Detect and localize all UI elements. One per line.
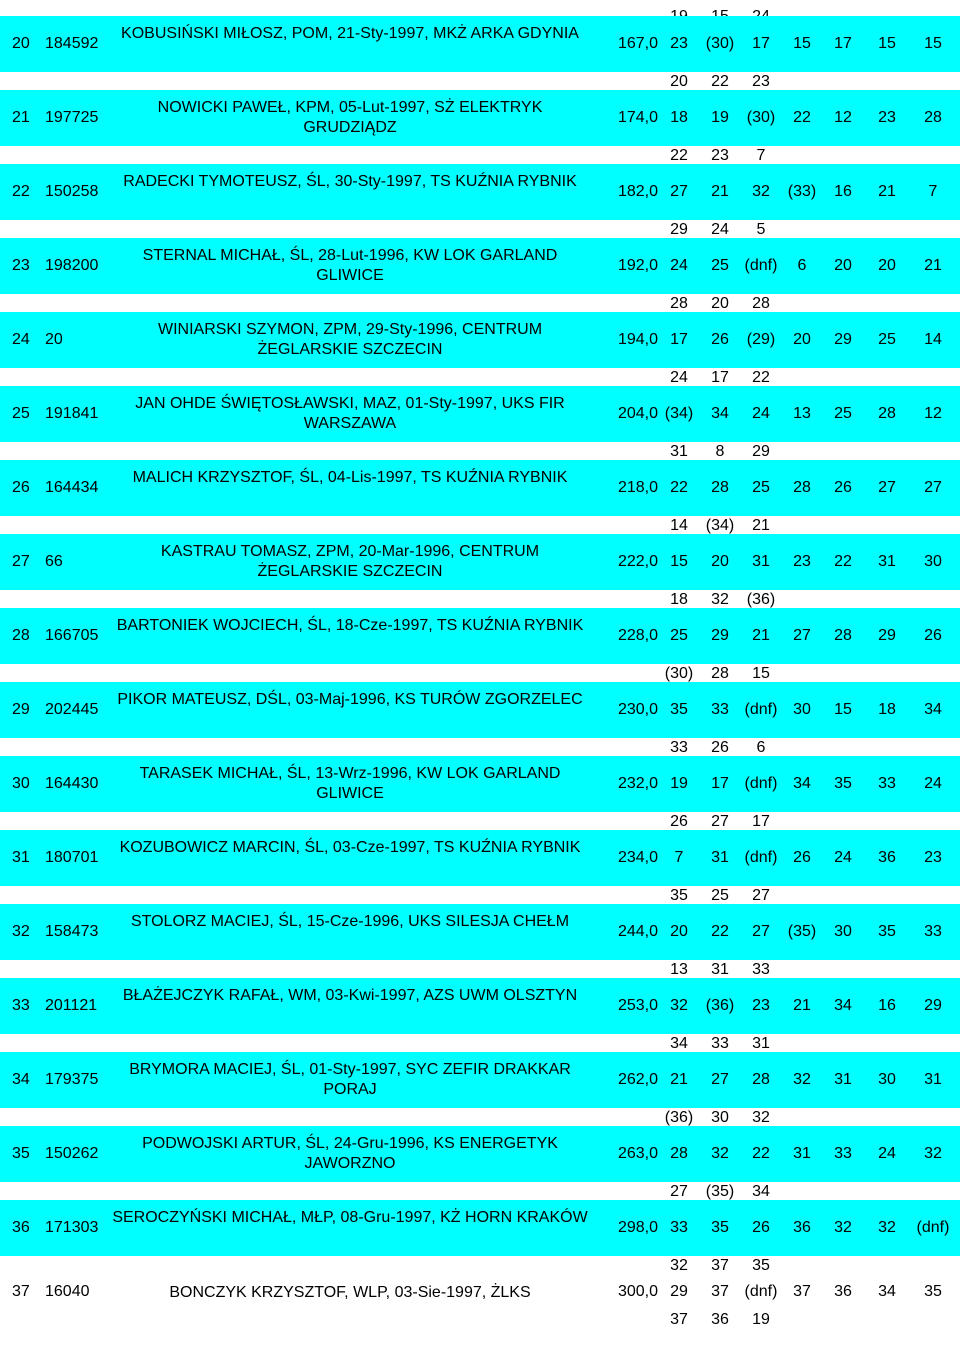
race-score: (30) — [746, 109, 776, 126]
total-points: 300,0 — [617, 1283, 658, 1300]
race-score: 28 — [711, 479, 729, 496]
race-score-extra: 23 — [752, 73, 770, 90]
race-score: 24 — [878, 1145, 896, 1162]
race-score: 31 — [878, 553, 896, 570]
race-score-extra: (30) — [664, 665, 694, 682]
race-score-extra: 26 — [670, 813, 688, 830]
race-score-extra: 25 — [711, 887, 729, 904]
race-score-extra: 37 — [711, 1257, 729, 1274]
race-score-extra: 32 — [752, 1109, 770, 1126]
race-score: 15 — [670, 553, 688, 570]
race-score: 29 — [834, 331, 852, 348]
race-score: 34 — [793, 775, 811, 792]
race-score-extra: 33 — [711, 1035, 729, 1052]
race-score: 32 — [793, 1071, 811, 1088]
race-score: 32 — [878, 1219, 896, 1236]
race-score-extra: 27 — [752, 887, 770, 904]
race-score: 34 — [711, 405, 729, 422]
license-number: 202445 — [45, 701, 99, 718]
race-score: 22 — [793, 109, 811, 126]
race-score-extra: 8 — [715, 443, 725, 460]
race-score: 20 — [670, 923, 688, 940]
license-number: 150258 — [45, 183, 99, 200]
race-score: 35 — [711, 1219, 729, 1236]
race-score: 33 — [670, 1219, 688, 1236]
race-score: 20 — [711, 553, 729, 570]
race-score: 29 — [878, 627, 896, 644]
license-number: 197725 — [45, 109, 99, 126]
race-score: 29 — [924, 997, 942, 1014]
race-score: 14 — [924, 331, 942, 348]
race-score: 16 — [834, 183, 852, 200]
race-score: 28 — [670, 1145, 688, 1162]
competitor-name: BRYMORA MACIEJ, ŚL, 01-Sty-1997, SYC ZEFIR DRAKKAR PORAJ — [129, 1061, 571, 1098]
race-score: 34 — [878, 1283, 896, 1300]
license-number: 16040 — [45, 1283, 90, 1300]
race-score-extra: (36) — [746, 591, 776, 608]
race-score: 21 — [878, 183, 896, 200]
race-score-extra: 6 — [756, 739, 766, 756]
race-score: 23 — [670, 35, 688, 52]
race-score: (dnf) — [744, 849, 778, 866]
race-score: 26 — [711, 331, 729, 348]
race-score: 21 — [752, 627, 770, 644]
race-score: 33 — [711, 701, 729, 718]
total-points: 228,0 — [617, 627, 658, 644]
race-score-extra: 14 — [670, 517, 688, 534]
race-score-extra: 20 — [711, 295, 729, 312]
place-number: 25 — [12, 405, 30, 422]
race-score: 28 — [878, 405, 896, 422]
race-score: 27 — [670, 183, 688, 200]
competitor-name: BARTONIEK WOJCIECH, ŚL, 18-Cze-1997, TS KUŹNIA RYBNIK — [116, 617, 584, 634]
competitor-name: KOBUSIŃSKI MIŁOSZ, POM, 21-Sty-1997, MKŻ ARKA GDYNIA — [121, 25, 579, 42]
place-number: 34 — [12, 1071, 30, 1088]
race-score: 26 — [834, 479, 852, 496]
place-number: 35 — [12, 1145, 30, 1162]
total-points: 192,0 — [617, 257, 658, 274]
total-points: 222,0 — [617, 553, 658, 570]
race-score-extra: 32 — [670, 1257, 688, 1274]
race-score-extra: 33 — [670, 739, 688, 756]
competitor-name: NOWICKI PAWEŁ, KPM, 05-Lut-1997, SŻ ELEKTRYK GRUDZIĄDZ — [157, 99, 543, 136]
race-score: 26 — [752, 1219, 770, 1236]
race-score: 28 — [834, 627, 852, 644]
license-number: 66 — [45, 553, 63, 570]
race-score: 28 — [793, 479, 811, 496]
race-score: (dnf) — [916, 1219, 950, 1236]
race-score-extra: 13 — [670, 961, 688, 978]
race-score: 23 — [752, 997, 770, 1014]
race-score-extra: 35 — [670, 887, 688, 904]
race-score: 31 — [752, 553, 770, 570]
race-score: 26 — [793, 849, 811, 866]
license-number: 201121 — [45, 997, 98, 1014]
race-score: 27 — [878, 479, 896, 496]
total-points: 232,0 — [617, 775, 658, 792]
race-score-extra: (34) — [705, 517, 735, 534]
place-number: 36 — [12, 1219, 30, 1236]
race-score: 31 — [834, 1071, 852, 1088]
place-number: 24 — [12, 331, 30, 348]
race-score-extra: 31 — [670, 443, 688, 460]
race-score-extra: 7 — [756, 147, 766, 164]
race-score: 29 — [670, 1283, 688, 1300]
race-score-extra: 29 — [752, 443, 770, 460]
total-points: 218,0 — [617, 479, 658, 496]
race-score-extra: 36 — [711, 1311, 729, 1328]
competitor-name: SEROCZYŃSKI MICHAŁ, MŁP, 08-Gru-1997, KŻ HORN KRAKÓW — [112, 1209, 588, 1226]
race-score-extra: 5 — [756, 221, 766, 238]
race-score: 12 — [924, 405, 942, 422]
competitor-name: RADECKI TYMOTEUSZ, ŚL, 30-Sty-1997, TS KUŹNIA RYBNIK — [123, 173, 577, 190]
race-score: 21 — [793, 997, 811, 1014]
race-score: 36 — [878, 849, 896, 866]
race-score: 12 — [834, 109, 852, 126]
race-score: 32 — [924, 1145, 942, 1162]
race-score-extra: 28 — [752, 295, 770, 312]
race-score-extra: 27 — [670, 1183, 688, 1200]
license-number: 20 — [45, 331, 63, 348]
race-score-extra: 27 — [711, 813, 729, 830]
race-score: 16 — [878, 997, 896, 1014]
license-number: 158473 — [45, 923, 99, 940]
race-score-extra: 17 — [752, 813, 770, 830]
race-score: 28 — [924, 109, 942, 126]
place-number: 33 — [12, 997, 30, 1014]
place-number: 28 — [12, 627, 30, 644]
place-number: 23 — [12, 257, 30, 274]
race-score: 25 — [670, 627, 688, 644]
race-score: 22 — [752, 1145, 770, 1162]
total-points: 174,0 — [617, 109, 658, 126]
race-score: 34 — [834, 997, 852, 1014]
total-points: 234,0 — [617, 849, 658, 866]
race-score: 31 — [711, 849, 729, 866]
race-score-extra: 19 — [752, 1311, 770, 1328]
race-score-extra: 22 — [752, 369, 770, 386]
race-score: 32 — [670, 997, 688, 1014]
race-score: 23 — [924, 849, 942, 866]
race-score: 23 — [878, 109, 896, 126]
competitor-name: BŁAŻEJCZYK RAFAŁ, WM, 03-Kwi-1997, AZS UWM OLSZTYN — [122, 987, 578, 1004]
race-score-extra: 26 — [711, 739, 729, 756]
race-score: 20 — [878, 257, 896, 274]
race-score: 24 — [924, 775, 942, 792]
race-score-extra: 31 — [711, 961, 729, 978]
race-score: 27 — [711, 1071, 729, 1088]
total-points: 263,0 — [617, 1145, 658, 1162]
race-score: 30 — [793, 701, 811, 718]
race-score-extra: 21 — [752, 517, 770, 534]
race-score-extra: 34 — [670, 1035, 688, 1052]
race-score: (dnf) — [744, 701, 778, 718]
license-number: 150262 — [45, 1145, 99, 1162]
place-number: 37 — [12, 1283, 30, 1300]
race-score: 37 — [793, 1283, 811, 1300]
license-number: 180701 — [45, 849, 99, 866]
race-score-extra: 18 — [670, 591, 688, 608]
race-score-extra: 24 — [670, 369, 688, 386]
competitor-name: MALICH KRZYSZTOF, ŚL, 04-Lis-1997, TS KUŹNIA RYBNIK — [132, 469, 568, 486]
race-score-extra: 37 — [670, 1311, 688, 1328]
total-points: 167,0 — [617, 35, 658, 52]
race-score: 17 — [752, 35, 770, 52]
place-number: 21 — [12, 109, 30, 126]
race-score-extra: 29 — [670, 221, 688, 238]
license-number: 164434 — [45, 479, 99, 496]
total-points: 194,0 — [617, 331, 658, 348]
competitor-name: PODWOJSKI ARTUR, ŚL, 24-Gru-1996, KS ENERGETYK JAWORZNO — [142, 1135, 558, 1172]
race-score-extra: 35 — [752, 1257, 770, 1274]
total-points: 244,0 — [617, 923, 658, 940]
race-score: 17 — [834, 35, 852, 52]
race-score-extra: 20 — [670, 73, 688, 90]
race-score: 15 — [834, 701, 852, 718]
place-number: 31 — [12, 849, 30, 866]
race-score: 21 — [924, 257, 942, 274]
race-score: 30 — [924, 553, 942, 570]
race-score: 32 — [834, 1219, 852, 1236]
race-score: 27 — [924, 479, 942, 496]
race-score: (dnf) — [744, 1283, 778, 1300]
race-score: (34) — [664, 405, 694, 422]
total-points: 298,0 — [617, 1219, 658, 1236]
total-points: 204,0 — [617, 405, 658, 422]
competitor-name: STOLORZ MACIEJ, ŚL, 15-Cze-1996, UKS SILESJA CHEŁM — [130, 913, 570, 930]
competitor-name: KOZUBOWICZ MARCIN, ŚL, 03-Cze-1997, TS KUŹNIA RYBNIK — [119, 839, 581, 856]
race-score: 21 — [670, 1071, 688, 1088]
competitor-name: JAN OHDE ŚWIĘTOSŁAWSKI, MAZ, 01-Sty-1997, UKS FIR WARSZAWA — [135, 395, 565, 432]
race-score: 31 — [924, 1071, 942, 1088]
license-number: 179375 — [45, 1071, 99, 1088]
race-score: 25 — [752, 479, 770, 496]
race-score: 27 — [752, 923, 770, 940]
total-points: 262,0 — [617, 1071, 658, 1088]
place-number: 32 — [12, 923, 30, 940]
competitor-name: PIKOR MATEUSZ, DŚL, 03-Maj-1996, KS TURÓW ZGORZELEC — [117, 691, 583, 708]
race-score: 37 — [711, 1283, 729, 1300]
race-score: (dnf) — [744, 257, 778, 274]
race-score: 33 — [834, 1145, 852, 1162]
race-score: 15 — [924, 35, 942, 52]
race-score: 36 — [793, 1219, 811, 1236]
race-score: 35 — [834, 775, 852, 792]
race-score: 22 — [834, 553, 852, 570]
race-score: 29 — [711, 627, 729, 644]
license-number: 164430 — [45, 775, 99, 792]
race-score: 35 — [670, 701, 688, 718]
race-score-extra: 32 — [711, 591, 729, 608]
race-score-extra: 31 — [752, 1035, 770, 1052]
race-score: 18 — [670, 109, 688, 126]
competitor-name: BONCZYK KRZYSZTOF, WLP, 03-Sie-1997, ŻLKS — [169, 1284, 531, 1301]
race-score: 19 — [670, 775, 688, 792]
license-number: 171303 — [45, 1219, 99, 1236]
race-score: 33 — [878, 775, 896, 792]
race-score: 17 — [711, 775, 729, 792]
race-score: 18 — [878, 701, 896, 718]
race-score: 32 — [752, 183, 770, 200]
license-number: 184592 — [45, 35, 99, 52]
total-points: 182,0 — [617, 183, 658, 200]
competitor-name: STERNAL MICHAŁ, ŚL, 28-Lut-1996, KW LOK GARLAND GLIWICE — [142, 247, 558, 284]
race-score: 24 — [752, 405, 770, 422]
race-score: (29) — [746, 331, 776, 348]
race-score: 20 — [834, 257, 852, 274]
race-score-extra: 15 — [752, 665, 770, 682]
race-score: 22 — [711, 923, 729, 940]
race-score: 19 — [711, 109, 729, 126]
race-score-extra: 22 — [670, 147, 688, 164]
race-score-extra: 28 — [711, 665, 729, 682]
race-score: 17 — [670, 331, 688, 348]
race-score-extra: 17 — [711, 369, 729, 386]
race-score: (36) — [705, 997, 735, 1014]
race-score: 22 — [670, 479, 688, 496]
place-number: 20 — [12, 35, 30, 52]
competitor-name: WINIARSKI SZYMON, ZPM, 29-Sty-1996, CENTRUM ŻEGLARSKIE SZCZECIN — [157, 321, 543, 358]
race-score: 13 — [793, 405, 811, 422]
race-score: (dnf) — [744, 775, 778, 792]
race-score: 31 — [793, 1145, 811, 1162]
race-score: 15 — [793, 35, 811, 52]
race-score: 24 — [834, 849, 852, 866]
race-score: 26 — [924, 627, 942, 644]
race-score: 33 — [924, 923, 942, 940]
race-score-extra: 33 — [752, 961, 770, 978]
race-score: 15 — [878, 35, 896, 52]
race-score: 30 — [834, 923, 852, 940]
race-score: 28 — [752, 1071, 770, 1088]
race-score: 20 — [793, 331, 811, 348]
race-score-extra: 24 — [711, 221, 729, 238]
place-number: 22 — [12, 183, 30, 200]
race-score: 25 — [878, 331, 896, 348]
race-score: 7 — [674, 849, 684, 866]
race-score-extra: 23 — [711, 147, 729, 164]
race-score: 23 — [793, 553, 811, 570]
race-score: 34 — [924, 701, 942, 718]
race-score: 32 — [711, 1145, 729, 1162]
race-score: 6 — [797, 257, 807, 274]
competitor-name: TARASEK MICHAŁ, ŚL, 13-Wrz-1996, KW LOK GARLAND GLIWICE — [139, 765, 561, 802]
place-number: 26 — [12, 479, 30, 496]
race-score: (33) — [787, 183, 817, 200]
race-score: 35 — [924, 1283, 942, 1300]
competitor-name: KASTRAU TOMASZ, ZPM, 20-Mar-1996, CENTRUM ŻEGLARSKIE SZCZECIN — [160, 543, 540, 580]
total-points: 230,0 — [617, 701, 658, 718]
license-number: 198200 — [45, 257, 99, 274]
race-score: 36 — [834, 1283, 852, 1300]
race-score-extra: (35) — [705, 1183, 735, 1200]
race-score: 25 — [834, 405, 852, 422]
race-score-extra: (36) — [664, 1109, 694, 1126]
race-score: 7 — [928, 183, 938, 200]
place-number: 27 — [12, 553, 30, 570]
race-score-extra: 34 — [752, 1183, 770, 1200]
race-score: (30) — [705, 35, 735, 52]
place-number: 30 — [12, 775, 30, 792]
race-score: 27 — [793, 627, 811, 644]
race-score: 25 — [711, 257, 729, 274]
race-score: (35) — [787, 923, 817, 940]
race-score: 35 — [878, 923, 896, 940]
license-number: 166705 — [45, 627, 99, 644]
race-score-extra: 30 — [711, 1109, 729, 1126]
race-score: 24 — [670, 257, 688, 274]
total-points: 253,0 — [617, 997, 658, 1014]
place-number: 29 — [12, 701, 30, 718]
race-score-extra: 28 — [670, 295, 688, 312]
race-score-extra: 22 — [711, 73, 729, 90]
race-score: 21 — [711, 183, 729, 200]
race-score: 30 — [878, 1071, 896, 1088]
license-number: 191841 — [45, 405, 99, 422]
